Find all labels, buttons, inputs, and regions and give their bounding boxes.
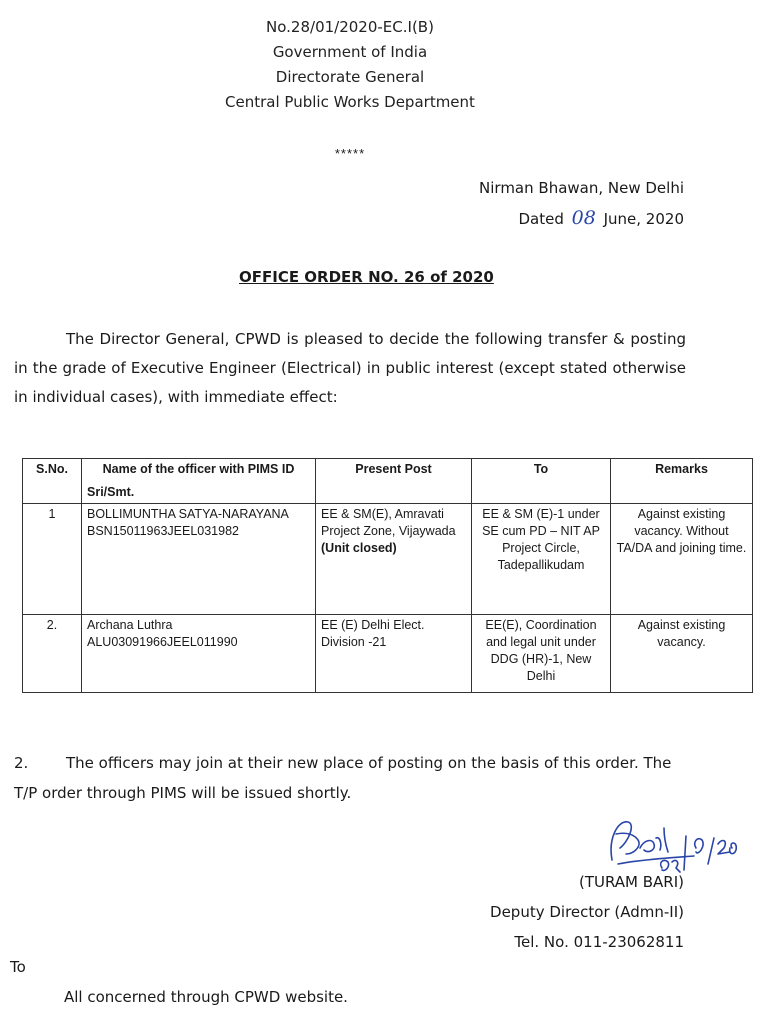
- header-sno: S.No.: [23, 459, 82, 504]
- intro-paragraph: The Director General, CPWD is pleased to decide the following transfer & posting in the grade of Executive Engineer (Electrical) in public interest (except stated otherwise in individual cases), with immediate effect:: [14, 330, 686, 406]
- date-day-handwritten: 08: [571, 207, 596, 229]
- to-label: To: [10, 958, 26, 976]
- date-prefix: Dated: [518, 210, 564, 228]
- row-to: EE(E), Coordination and legal unit under DDG (HR)-1, New Delhi: [472, 615, 611, 693]
- row-to: EE & SM (E)-1 under SE cum PD – NIT AP Project Circle, Tadepallikudam: [472, 504, 611, 615]
- header-to: To: [472, 459, 611, 504]
- govt-line: Government of India: [272, 43, 428, 61]
- header-name-sub: Sri/Smt.: [87, 485, 135, 499]
- issue-date: [518, 207, 684, 229]
- paragraph-2-number: 2.: [14, 754, 29, 772]
- row-officer: [82, 615, 316, 693]
- row-present-post: [316, 504, 472, 615]
- header-name-label: Name of the officer with PIMS ID: [102, 462, 295, 476]
- directorate-line: Directorate General: [275, 68, 425, 86]
- department-line: Central Public Works Department: [225, 93, 475, 111]
- order-title: OFFICE ORDER NO. 26 of 2020: [239, 268, 494, 286]
- reference-number: No.28/01/2020-EC.I(B): [266, 18, 434, 36]
- signatory-designation: Deputy Director (Admn-II): [490, 903, 684, 921]
- row-officer: [82, 504, 316, 615]
- table-row: [23, 615, 753, 693]
- row-sno: 1: [23, 504, 82, 615]
- table-header-row: [23, 459, 753, 504]
- separator-stars: *****: [334, 146, 366, 161]
- paragraph-2: [14, 748, 694, 808]
- to-recipients: All concerned through CPWD website.: [64, 988, 348, 1006]
- header-name: [82, 459, 316, 504]
- officer-pims-id: ALU03091966JEEL011990: [87, 635, 238, 649]
- transfer-table: [22, 458, 753, 693]
- present-post-text: EE (E) Delhi Elect. Division -21: [321, 618, 425, 649]
- date-rest: June, 2020: [603, 210, 684, 228]
- present-post-note: (Unit closed): [321, 541, 397, 555]
- officer-pims-id: BSN15011963JEEL031982: [87, 524, 239, 538]
- paragraph-2-text: The officers may join at their new place of posting on the basis of this order. The T/P order through PIMS will be issued shortly.: [14, 754, 672, 802]
- officer-name: BOLLIMUNTHA SATYA-NARAYANA: [87, 507, 289, 521]
- row-present-post: [316, 615, 472, 693]
- signatory-name: (TURAM BARI): [578, 873, 684, 891]
- row-sno: 2.: [23, 615, 82, 693]
- signatory-telephone: Tel. No. 011-23062811: [514, 933, 684, 951]
- present-post-text: EE & SM(E), Amravati Project Zone, Vijaywada: [321, 507, 456, 538]
- issue-place: Nirman Bhawan, New Delhi: [479, 179, 684, 197]
- officer-name: Archana Luthra: [87, 618, 173, 632]
- header-present-post: Present Post: [316, 459, 472, 504]
- row-remarks: Against existing vacancy.: [611, 615, 753, 693]
- row-remarks: Against existing vacancy. Without TA/DA and joining time.: [611, 504, 753, 615]
- header-remarks: Remarks: [611, 459, 753, 504]
- table-row: [23, 504, 753, 615]
